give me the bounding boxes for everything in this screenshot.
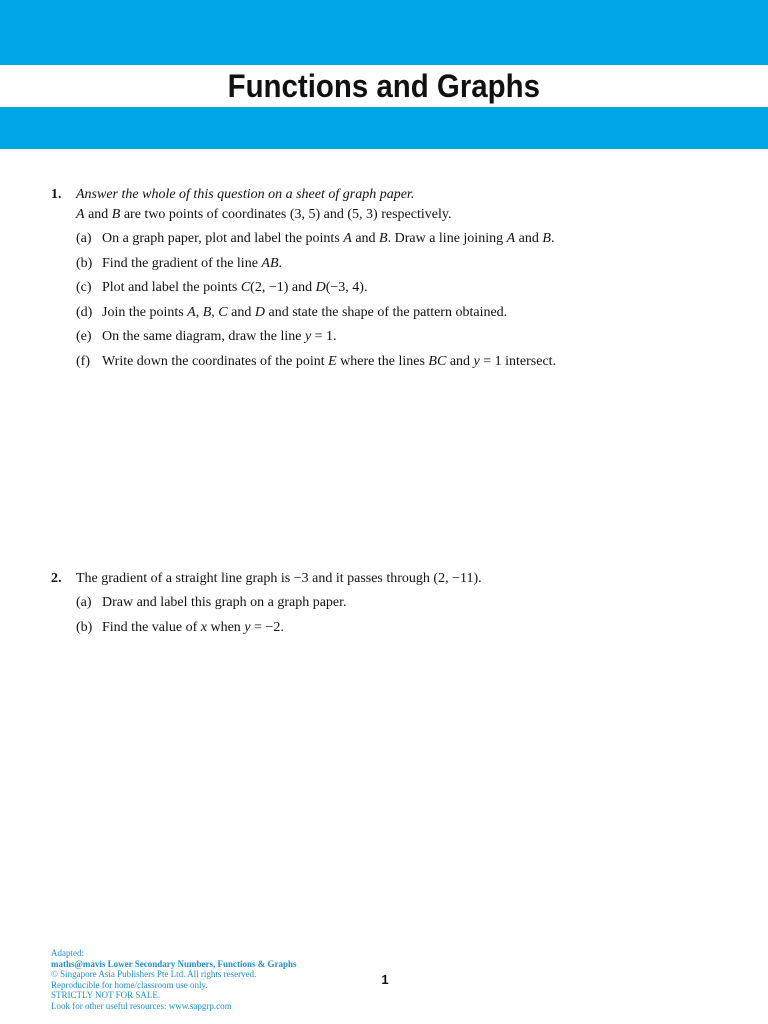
question-part — [51, 618, 731, 643]
header-band-top — [0, 0, 768, 65]
question-part — [51, 593, 731, 618]
question-part — [51, 327, 731, 352]
question-part — [51, 303, 731, 328]
part-label: (f) — [76, 353, 90, 369]
part-label: (b) — [76, 619, 93, 635]
part-text: Draw and label this graph on a graph paper. — [102, 595, 347, 610]
part-label: (e) — [76, 329, 92, 344]
footer-copyright: © Singapore Asia Publishers Pte Ltd. All rights reserved. — [51, 969, 257, 979]
question-part — [51, 278, 731, 303]
question-1-parts — [51, 229, 731, 376]
question-number: 1. — [51, 187, 62, 202]
part-label: (b) — [76, 255, 93, 271]
part-text: On a graph paper, plot and label the points A and B. Draw a line joining A and B. — [102, 231, 555, 246]
part-label: (c) — [76, 280, 92, 295]
part-label: (a) — [76, 595, 92, 610]
footer-adapted: Adapted: — [51, 948, 84, 958]
footer-source: maths@mavis Lower Secondary Numbers, Functions & Graphs — [51, 958, 297, 969]
part-text: Find the value of x when y = −2. — [102, 619, 284, 635]
part-text: Plot and label the points C(2, −1) and D(−3, 4). — [102, 280, 368, 295]
part-text: Write down the coordinates of the point E where the lines BC and y = 1 intersect. — [102, 353, 557, 369]
question-2-parts — [51, 593, 731, 642]
page-number: 1 — [381, 972, 389, 987]
footer-resources-link[interactable]: Look for other useful resources: www.sapgrp.com — [51, 1000, 232, 1011]
part-text: Find the gradient of the line AB. — [102, 255, 283, 271]
question-1-instruction-line — [51, 185, 731, 205]
page-title: Functions and Graphs — [227, 68, 541, 104]
footer-reproducible: Reproducible for home/classroom use only. — [51, 979, 208, 990]
part-text: Join the points A, B, C and D and state the shape of the pattern obtained. — [102, 304, 508, 320]
question-part — [51, 254, 731, 279]
question-1-instruction: Answer the whole of this question on a sheet of graph paper. — [76, 187, 415, 202]
footer-credits — [51, 948, 351, 1011]
question-1 — [51, 185, 731, 376]
question-number: 2. — [51, 571, 62, 586]
question-2 — [51, 569, 731, 642]
footer-not-for-sale: STRICTLY NOT FOR SALE. — [51, 990, 161, 1000]
header-band-bottom — [0, 107, 768, 149]
question-2-stem: The gradient of a straight line graph is −3 and it passes through (2, −11). — [76, 571, 482, 586]
question-1-stem: A and B are two points of coordinates (3, 5) and (5, 3) respectively. — [76, 207, 452, 222]
question-part — [51, 352, 731, 377]
question-1-stem-line — [51, 205, 731, 225]
title-strip — [0, 65, 768, 107]
question-part — [51, 229, 731, 254]
part-label: (a) — [76, 231, 92, 246]
part-text: On the same diagram, draw the line y = 1. — [102, 329, 337, 344]
part-label: (d) — [76, 304, 93, 320]
question-2-stem-line — [51, 569, 731, 589]
